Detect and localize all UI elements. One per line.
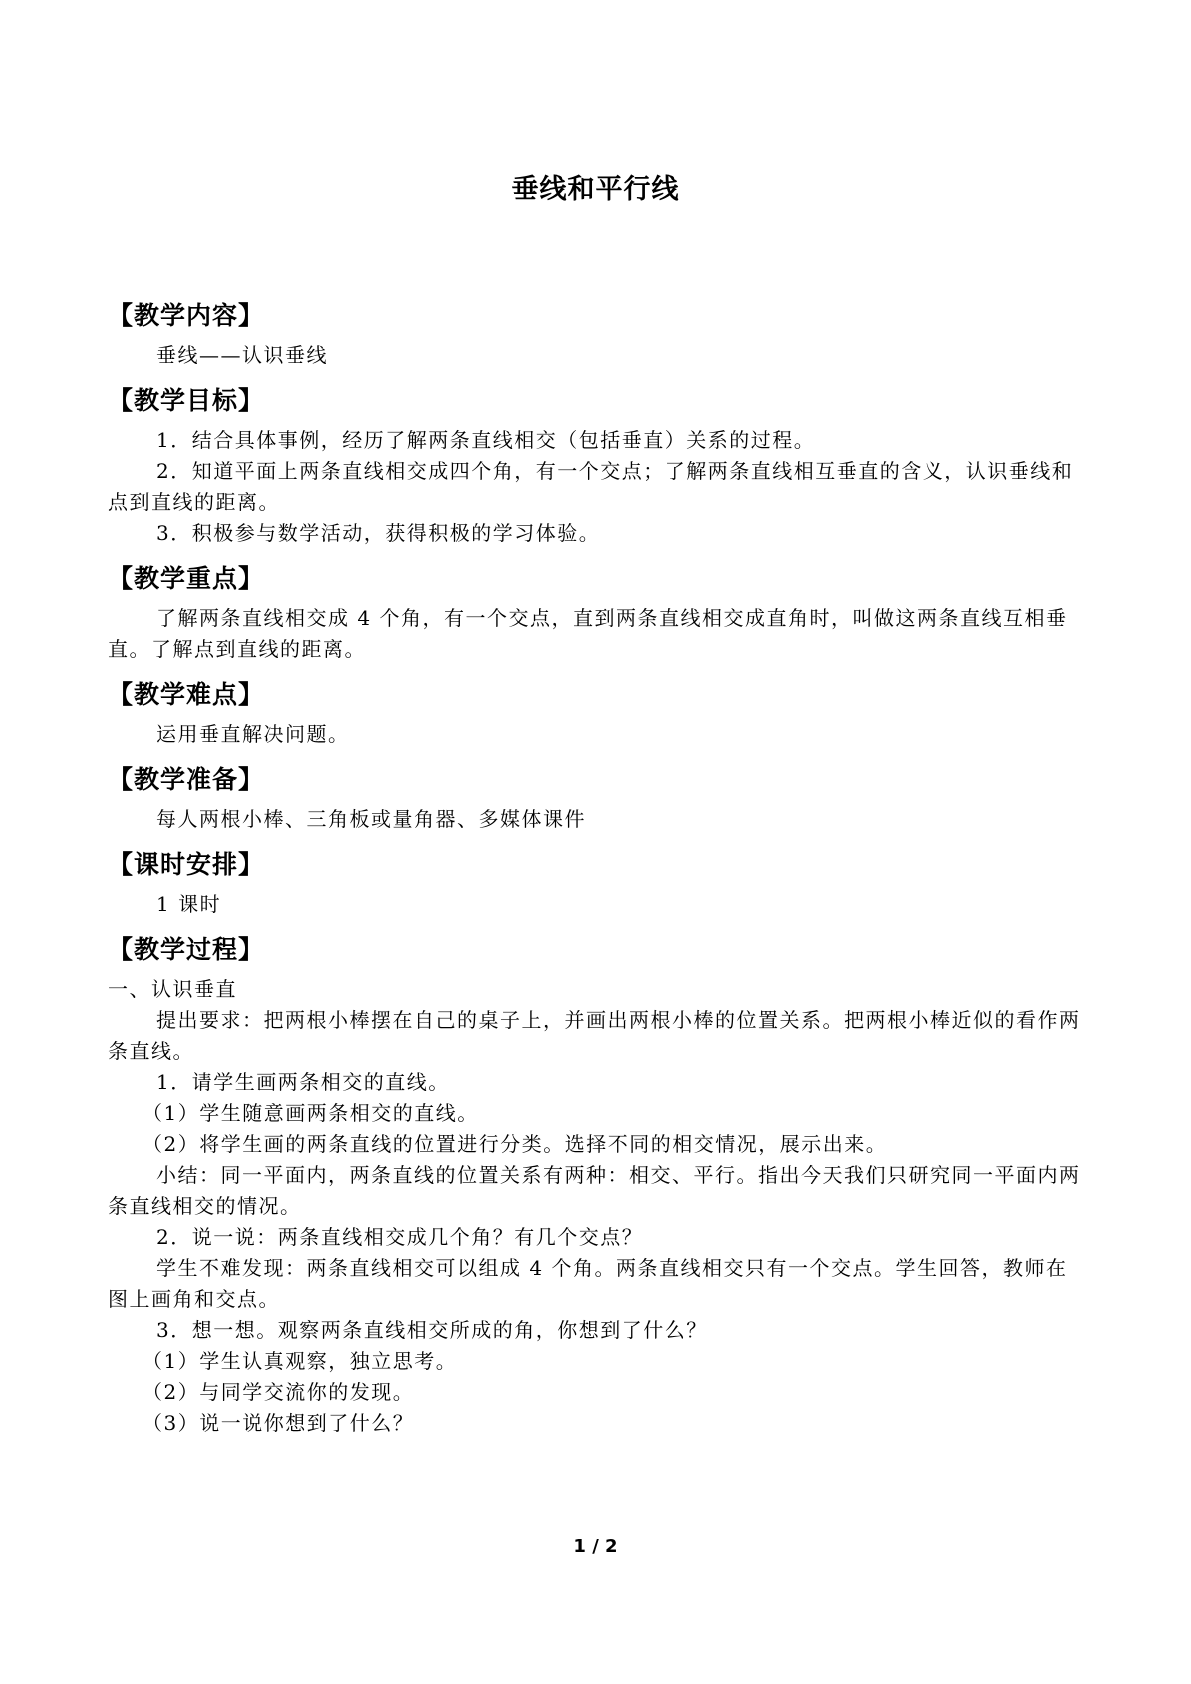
paragraph: （2）与同学交流你的发现。 bbox=[142, 1380, 415, 1404]
paragraph: 了解两条直线相交成 4 个角，有一个交点，直到两条直线相交成直角时，叫做这两条直线互相垂直。了解点到直线的距离。 bbox=[108, 606, 1068, 661]
paragraph: （3）说一说你想到了什么？ bbox=[142, 1411, 415, 1435]
section-key-points bbox=[108, 563, 1084, 665]
paragraph: 小结：同一平面内，两条直线的位置关系有两种：相交、平行。指出今天我们只研究同一平面内两条直线相交的情况。 bbox=[108, 1163, 1081, 1218]
section-difficulties bbox=[108, 679, 1084, 750]
section-heading: 【课时安排】 bbox=[108, 850, 265, 879]
paragraph: 3．积极参与数学活动，获得积极的学习体验。 bbox=[156, 521, 601, 545]
section-schedule bbox=[108, 849, 1084, 920]
paragraph: 1．结合具体事例，经历了解两条直线相交（包括垂直）关系的过程。 bbox=[156, 428, 816, 452]
paragraph: （1）学生认真观察，独立思考。 bbox=[142, 1349, 458, 1373]
paragraph: 垂线——认识垂线 bbox=[156, 343, 328, 367]
section-heading: 【教学目标】 bbox=[108, 386, 265, 415]
section-heading: 【教学重点】 bbox=[108, 564, 265, 593]
section-teaching-content bbox=[108, 300, 1084, 371]
section-heading: 【教学难点】 bbox=[108, 680, 265, 709]
process-part-title: 一、认识垂直 bbox=[108, 977, 237, 1001]
paragraph: 学生不难发现：两条直线相交可以组成 4 个角。两条直线相交只有一个交点。学生回答，教师在图上画角和交点。 bbox=[108, 1256, 1068, 1311]
paragraph: 运用垂直解决问题。 bbox=[156, 722, 350, 746]
section-heading: 【教学过程】 bbox=[108, 935, 265, 964]
section-heading: 【教学内容】 bbox=[108, 301, 265, 330]
page-number: 1 / 2 bbox=[573, 1536, 618, 1557]
paragraph: 2．知道平面上两条直线相交成四个角，有一个交点；了解两条直线相互垂直的含义，认识垂线和点到直线的距离。 bbox=[108, 459, 1074, 514]
paragraph: 2．说一说：两条直线相交成几个角？有几个交点？ bbox=[156, 1225, 644, 1249]
paragraph: （2）将学生画的两条直线的位置进行分类。选择不同的相交情况，展示出来。 bbox=[142, 1132, 888, 1156]
paragraph: 提出要求：把两根小棒摆在自己的桌子上，并画出两根小棒的位置关系。把两根小棒近似的看作两条直线。 bbox=[108, 1008, 1081, 1063]
section-heading: 【教学准备】 bbox=[108, 765, 265, 794]
document-body bbox=[108, 300, 1084, 1439]
paragraph: 1．请学生画两条相交的直线。 bbox=[156, 1070, 450, 1094]
paragraph: 3．想一想。观察两条直线相交所成的角，你想到了什么？ bbox=[156, 1318, 708, 1342]
section-teaching-goals bbox=[108, 385, 1084, 549]
paragraph: 1 课时 bbox=[156, 892, 222, 916]
document-title: 垂线和平行线 bbox=[511, 174, 680, 205]
section-preparation bbox=[108, 764, 1084, 835]
section-teaching-process bbox=[108, 934, 1084, 1439]
paragraph: （1）学生随意画两条相交的直线。 bbox=[142, 1101, 479, 1125]
paragraph: 每人两根小棒、三角板或量角器、多媒体课件 bbox=[156, 807, 586, 831]
